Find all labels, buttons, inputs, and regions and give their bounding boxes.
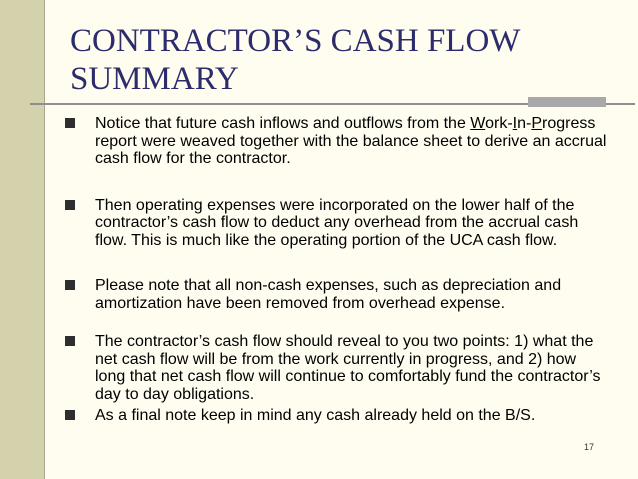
bullet-item: [63, 407, 608, 425]
title-divider-accent: [528, 97, 606, 107]
left-decorative-band: [0, 0, 45, 479]
bullet-item: [63, 277, 608, 312]
bullet-text: Please note that all non-cash expenses, such as depreciation and amortization have been removed from overhead expense.: [95, 277, 562, 312]
slide-title: CONTRACTOR’S CASH FLOW SUMMARY: [70, 23, 520, 97]
bullet-item: [63, 197, 608, 250]
bullet-item: [63, 333, 608, 403]
bullet-list: [63, 115, 608, 425]
bullet-text: Notice that future cash inflows and outflows from the Work-In-Progress report were weaved together with the balance sheet to derive an accrual cash flow for the contractor.: [95, 115, 607, 167]
square-bullet-icon: [65, 410, 75, 420]
square-bullet-icon: [65, 336, 75, 346]
bullet-item: [63, 115, 608, 168]
square-bullet-icon: [65, 280, 75, 290]
square-bullet-icon: [65, 200, 75, 210]
bullet-text: As a final note keep in mind any cash already held on the B/S.: [95, 407, 536, 424]
bullet-text: Then operating expenses were incorporated on the lower half of the contractor’s cash flow to deduct any overhead from the accrual cash flow. This is much like the operating portion of the UCA cash flow.: [95, 196, 579, 249]
page-number: 17: [584, 442, 595, 452]
square-bullet-icon: [65, 118, 75, 128]
bullet-text: The contractor’s cash flow should reveal to you two points: 1) what the net cash flow will be from the work currently in progress, and 2) how long that net cash flow will continue to comfortably fund the contractor’s day to day obligations.: [95, 333, 601, 403]
